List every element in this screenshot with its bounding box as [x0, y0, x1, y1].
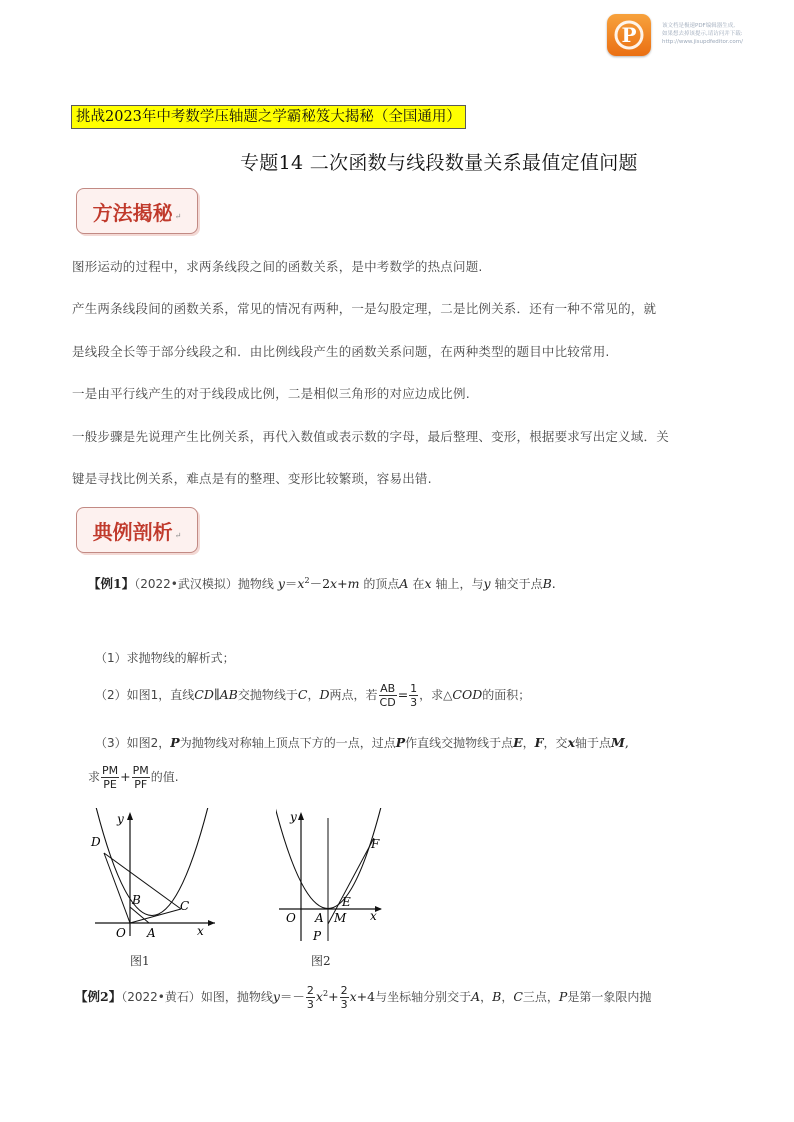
- fraction-ab-cd: [379, 682, 397, 709]
- label-o: O: [116, 926, 126, 938]
- label-y: y: [117, 812, 124, 826]
- text-segment: ，: [480, 990, 493, 1004]
- text-segment: 抛物线: [237, 577, 274, 591]
- text-segment: 作直线交抛物线于点: [405, 736, 514, 750]
- label-o: O: [286, 911, 296, 925]
- numerator: PM: [102, 764, 119, 777]
- var-x: x: [315, 989, 323, 1004]
- point-p: P: [395, 735, 406, 750]
- numerator: 1: [410, 682, 418, 695]
- point-p: P: [558, 989, 568, 1004]
- line-ab: AB: [219, 687, 238, 702]
- line-cd: CD: [194, 687, 214, 702]
- example-2-source: （2022•黄石）: [121, 990, 201, 1004]
- figure-2-caption: 图2: [311, 954, 331, 968]
- example-2-label: 【例2】: [75, 989, 122, 1004]
- parabola: [95, 808, 209, 916]
- numerator: AB: [380, 682, 396, 695]
- denominator: 3: [410, 696, 418, 709]
- var-x: x: [349, 989, 357, 1004]
- series-banner: 挑战2023年中考数学压轴题之学霸秘笈大揭秘（全国通用）: [71, 105, 466, 129]
- method-paragraph-2: 产生两条线段间的函数关系，常见的情况有两种，一是勾股定理，二是比例关系．还有一种不常见的，就: [72, 301, 657, 316]
- var-y: y: [277, 576, 285, 591]
- denominator: 3: [340, 998, 348, 1011]
- equals-sign: =: [397, 687, 409, 702]
- pdf-editor-logo: [607, 14, 651, 56]
- numerator: 2: [306, 984, 314, 997]
- label-b: B: [132, 893, 141, 907]
- parallel-symbol: ∥: [213, 687, 220, 702]
- var-y: y: [483, 576, 491, 591]
- text-segment: 轴交于点: [494, 577, 543, 591]
- text-segment: ，: [307, 688, 320, 702]
- text-segment: 轴于点: [575, 736, 612, 750]
- text-segment: ＝: [284, 576, 298, 591]
- point-m: M: [611, 735, 625, 750]
- method-paragraph-1: 图形运动的过程中，求两条线段之间的函数关系，是中考数学的热点问题.: [72, 259, 483, 274]
- edit-mark: ↵: [174, 211, 182, 221]
- point-c: C: [297, 687, 308, 702]
- point-f: F: [534, 735, 544, 750]
- line-cd: [104, 853, 181, 909]
- fraction-pm-pe: [101, 764, 119, 791]
- label-x: x: [197, 924, 204, 938]
- label-a: A: [147, 926, 156, 938]
- method-badge-label: 方法揭秘: [92, 200, 173, 225]
- edit-mark: ↵: [174, 530, 182, 540]
- superscript: 2: [322, 988, 329, 998]
- logo-notice-line-2: 如果想去掉该提示,请访问并下载:: [662, 31, 743, 37]
- label-c: C: [180, 899, 190, 913]
- numerator: 2: [340, 984, 348, 997]
- question-1-text: （1）求抛物线的解析式；: [95, 651, 235, 665]
- denominator: CD: [379, 696, 396, 709]
- method-paragraph-4: 一是由平行线产生的对于线段成比例，二是相似三角形的对应边成比例.: [72, 386, 470, 401]
- text-segment: －2: [309, 576, 331, 591]
- x-axis-arrow-icon: [208, 920, 215, 926]
- text-segment: （2）如图1，直线: [95, 688, 195, 702]
- text-segment: 的面积；: [482, 688, 531, 702]
- question-1: [95, 649, 235, 666]
- text-segment: ，: [522, 736, 535, 750]
- var-x: x: [330, 576, 338, 591]
- example-1-stem: [88, 574, 556, 592]
- example-1-source: （2022•武汉模拟）: [134, 577, 238, 591]
- method-paragraph-5: 一般步骤是先说理产生比例关系，再代入数值或表示数的字母，最后整理、变形，根据要求写出定义域．关: [72, 429, 669, 444]
- text-segment: ，交: [543, 736, 568, 750]
- method-paragraph-6: 键是寻找比例关系，难点是有的整理、变形比较繁琐，容易出错.: [72, 471, 432, 486]
- text-segment: +4: [356, 989, 376, 1004]
- triangle-cod: COD: [452, 687, 483, 702]
- logo-notice: [662, 22, 790, 46]
- text-segment: +: [337, 576, 348, 591]
- label-e: E: [342, 895, 351, 909]
- text-segment: ，求△: [419, 688, 453, 702]
- label-y: y: [290, 810, 297, 824]
- text-segment: （3）如图2，: [95, 736, 171, 750]
- point-d: D: [319, 687, 330, 702]
- example-2-stem: [75, 984, 651, 1011]
- text-segment: 是第一象限内抛: [567, 990, 652, 1004]
- text-segment: 为抛物线对称轴上顶点下方的一点，过点: [179, 736, 396, 750]
- superscript: 2: [304, 575, 310, 585]
- logo-notice-line-1: 该文档是极速PDF编辑器生成,: [662, 23, 735, 29]
- label-x: x: [370, 909, 377, 923]
- y-axis-arrow-icon: [127, 812, 133, 820]
- point-p: P: [170, 735, 180, 750]
- label-m: M: [334, 911, 347, 925]
- figure-1-caption: 图1: [130, 954, 150, 968]
- question-2: [95, 682, 530, 709]
- fraction-pm-pf: [132, 764, 150, 791]
- point-b: B: [542, 576, 552, 591]
- plus-sign: +: [120, 769, 131, 784]
- var-x: x: [297, 576, 305, 591]
- topic-title: 专题14 二次函数与线段数量关系最值定值问题: [240, 152, 638, 174]
- text-segment: 的顶点: [363, 577, 400, 591]
- text-segment: ＝－: [279, 989, 305, 1004]
- numerator: PM: [132, 764, 149, 777]
- text-segment: 如图，抛物线: [200, 990, 273, 1004]
- figure-2-diagram: [276, 808, 391, 943]
- example-section-badge: [76, 507, 198, 553]
- fraction-one-third: [409, 682, 418, 709]
- text-segment: 两点，若: [329, 688, 378, 702]
- text-segment: 与坐标轴分别交于: [375, 990, 472, 1004]
- p-logo-icon: [607, 14, 651, 56]
- fraction-two-thirds: [340, 984, 349, 1011]
- y-axis-arrow-icon: [298, 812, 304, 820]
- label-d: D: [91, 835, 101, 849]
- text-segment: 求: [88, 770, 101, 784]
- point-a: A: [471, 989, 481, 1004]
- denominator: PE: [103, 778, 117, 791]
- method-section-badge: [76, 188, 198, 234]
- var-m: m: [347, 576, 360, 591]
- var-x: x: [567, 735, 576, 750]
- var-x: x: [424, 576, 432, 591]
- text-segment: 的值.: [150, 770, 179, 784]
- plus-sign: +: [328, 989, 339, 1004]
- label-f: F: [371, 837, 380, 851]
- denominator: PF: [134, 778, 148, 791]
- example-1-label: 【例1】: [88, 576, 135, 591]
- question-3: [95, 734, 629, 751]
- text-segment: 轴上，与: [435, 577, 484, 591]
- text-segment: ，: [501, 990, 514, 1004]
- text-segment: 在: [412, 577, 425, 591]
- logo-notice-line-3: http://www.jisupdfeditor.com/: [662, 39, 743, 45]
- text-segment: ,: [624, 735, 629, 750]
- segment-od: [104, 853, 130, 923]
- point-e: E: [513, 735, 523, 750]
- segment-oc: [130, 909, 181, 923]
- point-a: A: [399, 576, 409, 591]
- svg-text:P: P: [621, 23, 637, 47]
- question-3-continued: [88, 764, 179, 791]
- text-segment: 交抛物线于: [237, 688, 298, 702]
- figure-1-diagram: [85, 808, 220, 938]
- text-segment: .: [551, 576, 556, 591]
- fraction-two-thirds: [306, 984, 315, 1011]
- var-y: y: [272, 989, 280, 1004]
- example-badge-label: 典例剖析: [92, 519, 173, 544]
- label-a: A: [315, 911, 324, 925]
- text-segment: 三点，: [522, 990, 559, 1004]
- label-p: P: [313, 929, 322, 943]
- point-b: B: [492, 989, 502, 1004]
- denominator: 3: [306, 998, 314, 1011]
- method-paragraph-3: 是线段全长等于部分线段之和．由比例线段产生的函数关系问题，在两种类型的题目中比较常用.: [72, 344, 610, 359]
- point-c: C: [513, 989, 523, 1004]
